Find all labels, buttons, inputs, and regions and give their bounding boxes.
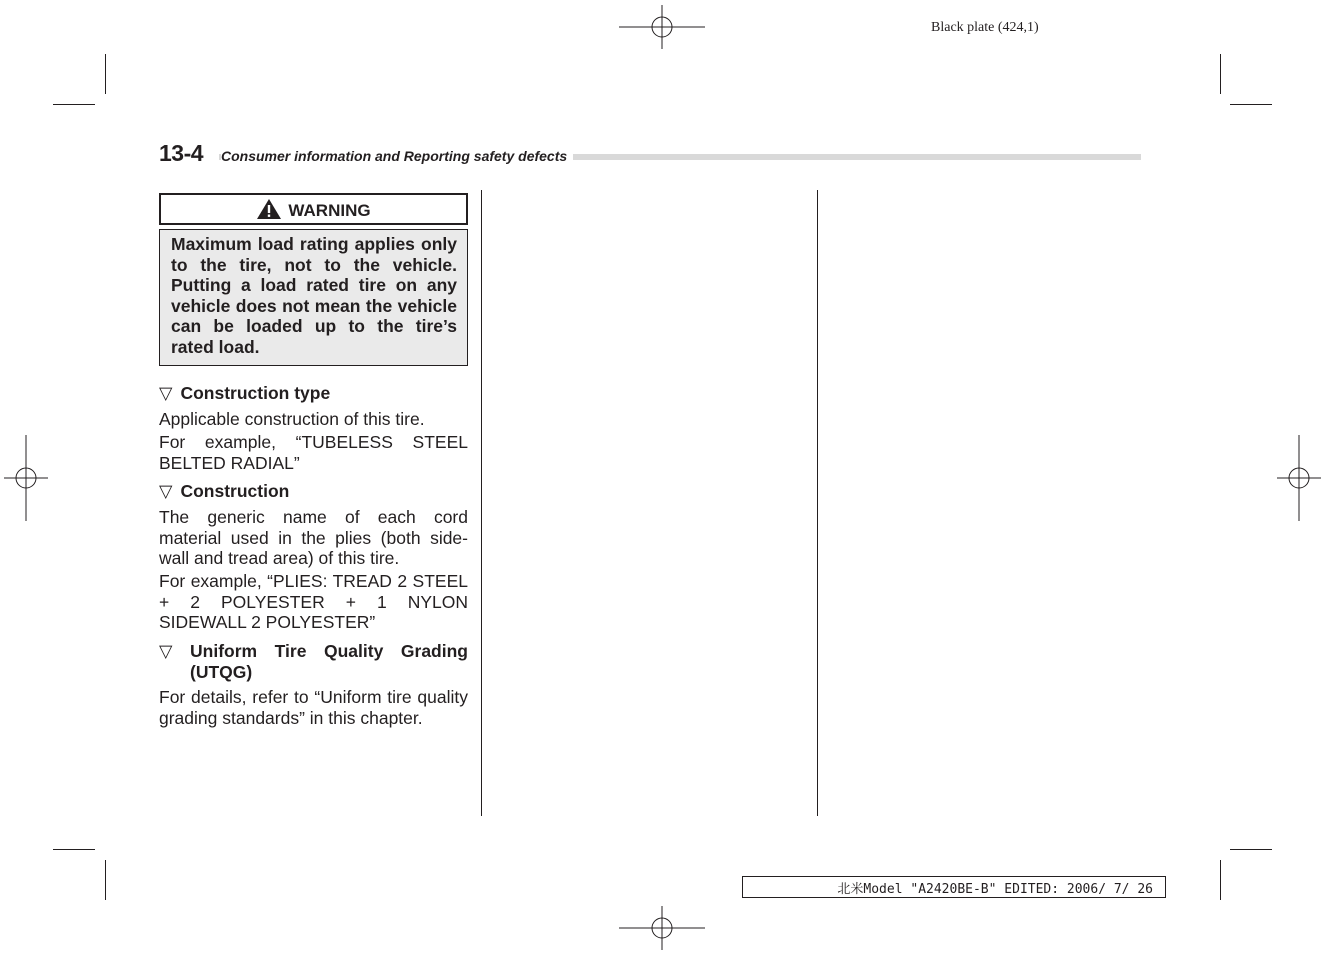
- section-heading-utqg: [159, 641, 468, 682]
- triangle-marker-icon: ▽: [159, 641, 173, 661]
- crop-mark: [105, 860, 106, 900]
- crop-mark: [1230, 104, 1272, 105]
- paragraph: Applicable construction of this tire.: [159, 409, 425, 429]
- crop-mark: [53, 104, 95, 105]
- page-number: 13-4: [159, 140, 204, 166]
- registration-mark-icon: [1277, 435, 1321, 521]
- registration-mark-icon: [619, 5, 705, 49]
- page-header: [159, 140, 1141, 166]
- warning-title: WARNING: [288, 201, 371, 220]
- crop-mark: [53, 849, 95, 850]
- warning-header: [159, 193, 468, 225]
- paragraph: For details, refer to “Uniform tire quality grading standards” in this chapter.: [159, 687, 468, 728]
- edit-info: 北米Model "A2420BE-B" EDITED: 2006/ 7/ 26: [837, 882, 1153, 897]
- crop-mark: [1230, 849, 1272, 850]
- crop-mark: [1220, 860, 1221, 900]
- heading-text: Construction type: [180, 383, 331, 403]
- crop-mark: [105, 54, 106, 94]
- section-heading-construction-type: [159, 383, 330, 403]
- paragraph: For example, “PLIES: TREAD 2 STEEL + 2 POLYESTER + 1 NYLON SIDEWALL 2 POLYESTER”: [159, 571, 468, 633]
- warning-triangle-icon: [256, 198, 282, 220]
- edit-info-box: [742, 876, 1166, 898]
- warning-text: Maximum load rating applies only to the tire, not to the vehicle. Putting a load rated tire on any vehicle does not mean the vehicle can be loaded up to the tire’s rated load.: [171, 234, 457, 357]
- registration-mark-icon: [619, 906, 705, 950]
- section-title: Consumer information and Reporting safety defects: [221, 148, 573, 164]
- triangle-marker-icon: ▽: [159, 383, 173, 403]
- heading-text: Construction: [180, 481, 290, 501]
- plate-label: Black plate (424,1): [931, 20, 1039, 35]
- column-divider: [817, 190, 818, 816]
- column-divider: [481, 190, 482, 816]
- triangle-marker-icon: ▽: [159, 481, 173, 501]
- registration-mark-icon: [4, 435, 48, 521]
- paragraph: The generic name of each cord material used in the plies (both side-wall and tread area) of this tire.: [159, 507, 468, 569]
- paragraph: For example, “TUBELESS STEEL BELTED RADIAL”: [159, 432, 468, 473]
- heading-text: Uniform Tire Quality Grading (UTQG): [190, 641, 468, 682]
- crop-mark: [1220, 54, 1221, 94]
- warning-body: [159, 229, 468, 366]
- section-heading-construction: [159, 481, 289, 501]
